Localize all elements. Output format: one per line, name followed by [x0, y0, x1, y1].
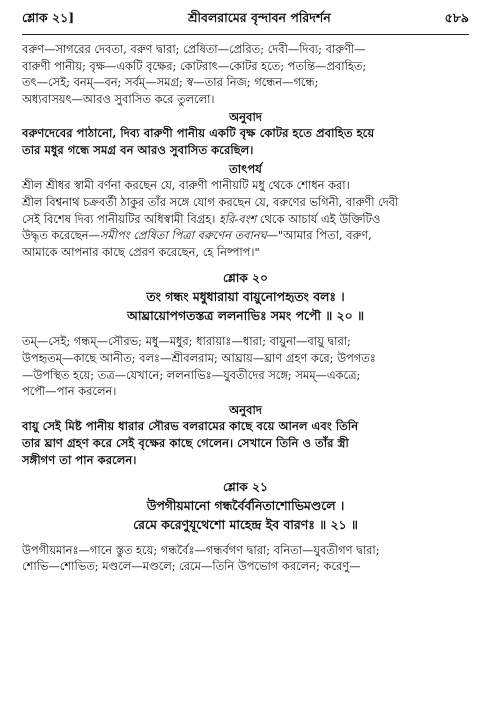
sanskrit-quote: সমীপং প্রেষিতা পিত্রা বরুণেন তবানঘ [99, 228, 267, 243]
translation-block [22, 125, 469, 159]
synonym-line: তম্—সেই; গন্ধম্—সৌরভ; মধু—মধুর; ধারায়াঃ—ধারা; বায়ুনা—বায়ু দ্বারা; [22, 334, 351, 349]
synonym-line: —উপস্থিত হয়ে; তত্র—যেখানে; ললনাভিঃ—যুবতীদের সঙ্গে; সমম্—একত্রে; [22, 367, 361, 382]
page-number: ৫৮৯ [444, 10, 469, 25]
synonym-line: বরুণ—সাগরের দেবতা, বরুণ দ্বারা; প্রেষিতা—প্রেরিত; দেবী—দিব্য; বারুণী— [22, 42, 366, 56]
verse-20-line: আঘ্রায়োপগতস্তত্র ললনাভিঃ সমং পপৌ ॥ ২০ ॥ [126, 308, 364, 324]
translation-heading: অনুবাদ [229, 110, 262, 125]
synonym-line: বারুণী পানীয়; বৃক্ষ—একটি বৃক্ষের; কোটরাৎ—কোটর হতে; পতন্তি—প্রবাহিত; [22, 58, 367, 73]
translation-line: বায়ু সেই মিষ্ট পানীয় ধারার সৌরভ বলরামের কাছে বয়ে আনল এবং তিনি [22, 418, 359, 433]
synonyms-verse-21 [22, 542, 469, 575]
synonym-line: তৎ—সেই; বনম্—বন; সর্বম্—সমগ্র; স্ব—তার নিজ; গন্ধেন—গন্ধে; [22, 75, 319, 90]
synonym-line: অধ্যবাসয়ৎ—আরও সুবাসিত করে তুললো। [22, 91, 215, 106]
verse-21-line: রেমে করেণুযূথেশো মাহেন্দ্র ইব বারণঃ ॥ ২১ ॥ [133, 516, 358, 532]
synonyms-verse-20 [22, 333, 469, 399]
purport-text: উদ্ধৃত করেছেন— [22, 228, 100, 243]
purport-line [22, 227, 469, 244]
translation-line: তার মধুর গন্ধে সমগ্র বন আরও সুবাসিত করেছিল। [22, 143, 254, 158]
header-rule [22, 34, 469, 35]
purport-text: থেকে আচার্য এই উক্তিটিও [256, 211, 381, 226]
purport-text: সেই বিশেষ দিব্য পানীয়টির অধিস্বামী বিগ্রহ। [22, 211, 219, 226]
purport-line: আমাকে আপনার কাছে প্রেরণ করেছেন, হে নিষ্পাপ।" [22, 244, 260, 259]
purport-block [22, 177, 469, 260]
scripture-title: হরি-বংশ [218, 211, 257, 226]
synonym-line: উপহৃতম্—কাছে আনীত; বলঃ—শ্রীবলরাম; আঘ্রায়—ঘ্রাণ গ্রহণ করে; উপগতঃ [22, 350, 376, 365]
verse-20-title: শ্লোক ২০ [222, 271, 269, 286]
purport-text: —"আমার পিতা, বরুণ, [266, 228, 372, 243]
purport-line: শ্রীল শ্রীধর স্বামী বর্ণনা করছেন যে, বারুণী পানীয়টি মধু থেকে শোধন করা। [22, 178, 350, 193]
synonyms-top [22, 41, 469, 107]
translation-line: বরুণদেবের পাঠানো, দিব্য বারুণী পানীয় একটি বৃক্ষ কোটর হতে প্রবাহিত হয়ে [22, 126, 375, 141]
purport-line [22, 211, 469, 228]
purport-heading: তাৎপর্য [229, 162, 262, 177]
synonym-line: শোভি—শোভিত; মণ্ডলে—মণ্ডলে; রেমে—তিনি উপভোগ করলেন; করেণু— [22, 559, 361, 574]
translation-block [22, 418, 469, 469]
spacer [22, 534, 469, 542]
synonym-line: পপৌ—পান করলেন। [22, 384, 117, 399]
verse-21-line: উপগীয়মানো গন্ধর্বৈর্বনিতাশোভিমণ্ডলে । [146, 497, 345, 513]
purport-line: শ্রীল বিশ্বনাথ চক্রবর্তী ঠাকুর তাঁর সঙ্গে যোগ করছেন যে, বরুণের ভগিনী, বারুণী দেবী [22, 194, 399, 209]
verse-20-line: তং গন্ধং মধুধারায়া বায়ুনোপহৃতং বলঃ । [146, 289, 345, 305]
header-verse-ref: শ্লোক ২১] [22, 10, 75, 25]
verse-21-title: শ্লোক ২১ [222, 479, 269, 494]
header-chapter-title: শ্রীবলরামের বৃন্দাবন পরিদর্শন [188, 10, 331, 25]
translation-heading: অনুবাদ [229, 402, 262, 417]
spacer [22, 325, 469, 333]
running-header [22, 10, 469, 30]
translation-line: সঙ্গীগণ তা পান করলেন। [22, 452, 137, 467]
translation-line: তার ঘ্রাণ গ্রহণ করে সেই বৃক্ষের কাছে গেলেন। সেখানে তিনি ও তাঁর স্ত্রী [22, 435, 349, 450]
synonym-line: উপগীয়মানঃ—গানে স্তুত হয়ে; গন্ধর্বৈঃ—গন্ধর্বগণ দ্বারা; বনিতা—যুবতীগণ দ্বারা; [22, 542, 380, 557]
